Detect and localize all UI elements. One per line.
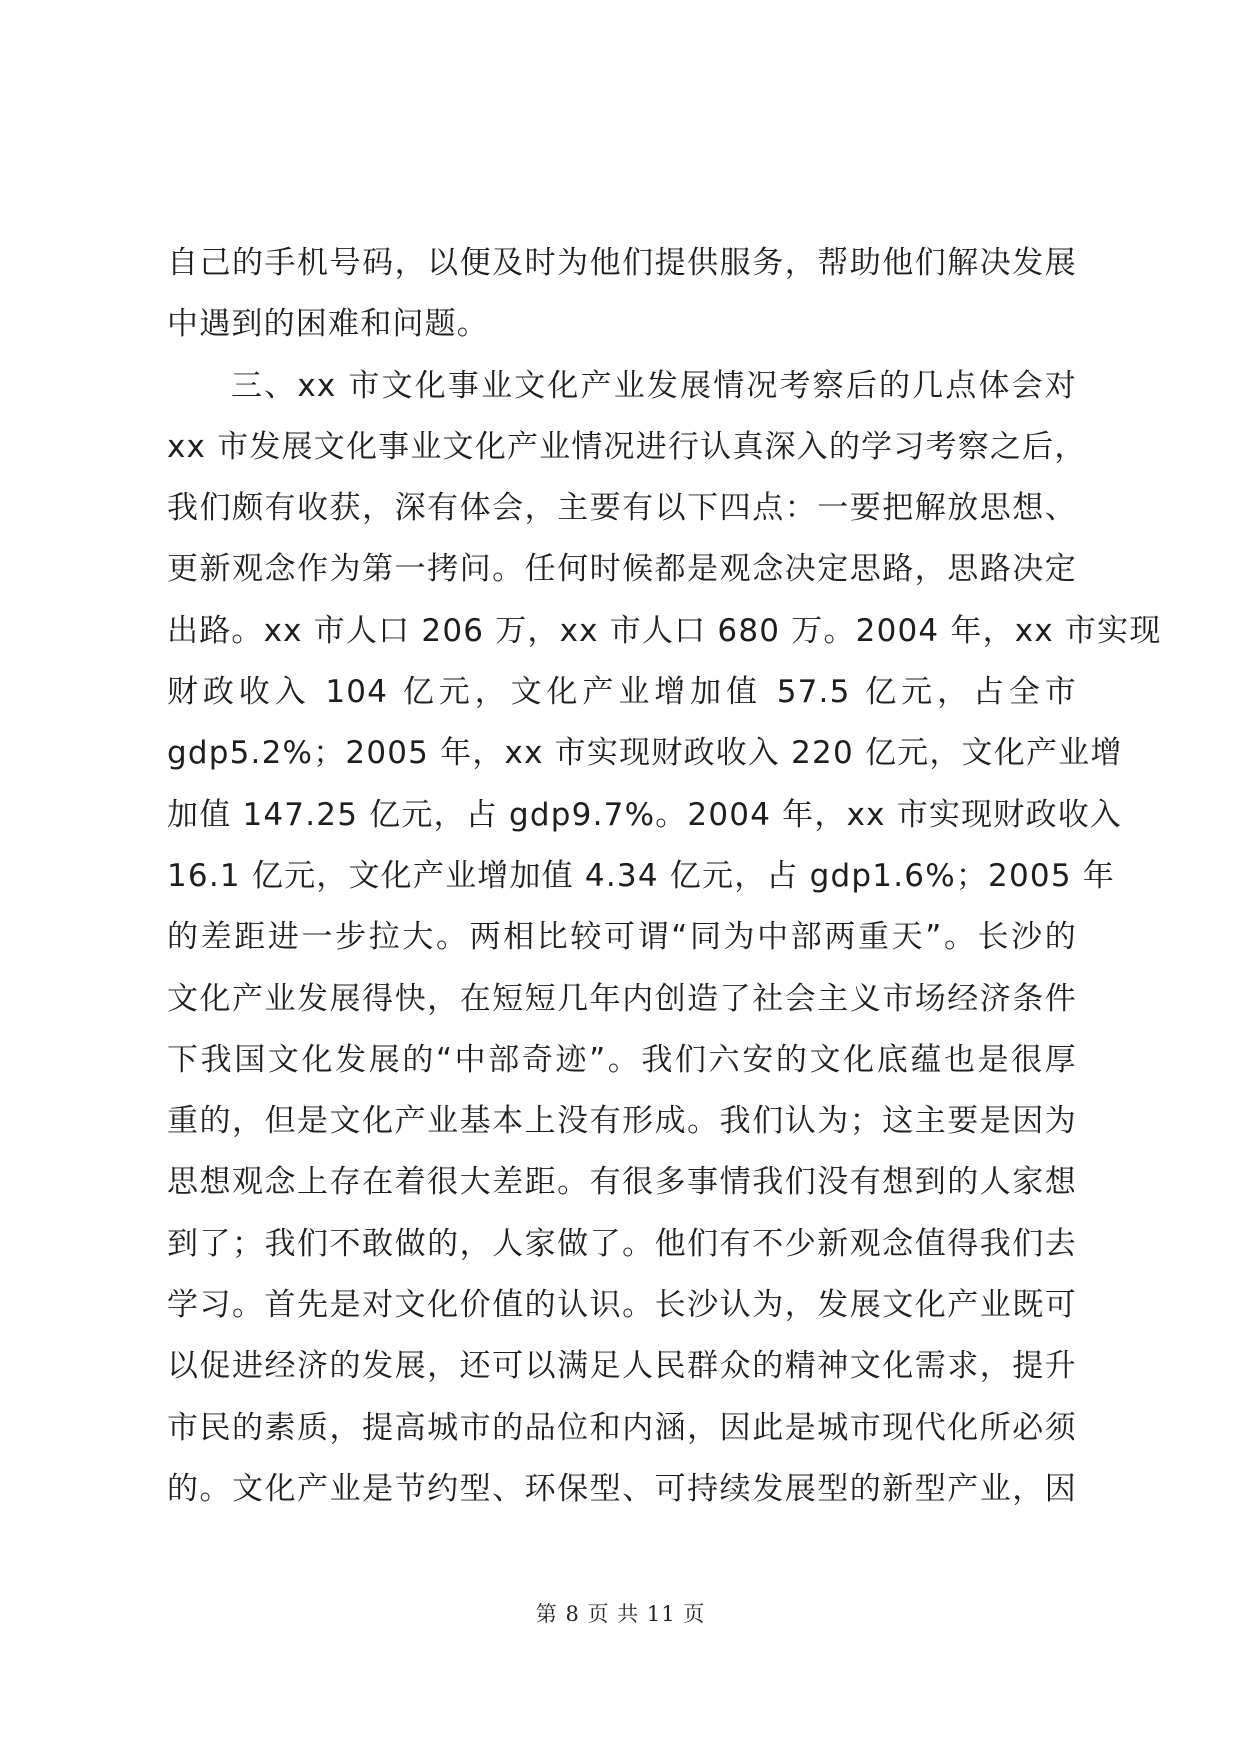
text-line: 文化产业发展得快，在短短几年内创造了社会主义市场经济条件 [167,980,1077,1017]
text-line: 中遇到的困难和问题。 [167,306,489,343]
text-line: 的差距进一步拉大。两相比较可谓“同为中部两重天”。长沙的 [167,919,1077,956]
text-line: 的。文化产业是节约型、环保型、可持续发展型的新型产业，因 [167,1470,1077,1507]
text-line: 16.1 亿元，文化产业增加值 4.34 亿元，占 gdp1.6%；2005 年 [167,857,1115,894]
text-line: 重的，但是文化产业基本上没有形成。我们认为；这主要是因为 [167,1103,1077,1140]
text-line: 我们颇有收获，深有体会，主要有以下四点：一要把解放思想、 [167,490,1077,527]
text-line: 财政收入 104 亿元，文化产业增加值 57.5 亿元，占全市 [167,674,1077,711]
text-line: 更新观念作为第一拷问。任何时候都是观念决定思路，思路决定 [167,551,1077,588]
text-line: 到了；我们不敢做的，人家做了。他们有不少新观念值得我们去 [167,1225,1077,1262]
text-line: gdp5.2%；2005 年，xx 市实现财政收入 220 亿元，文化产业增 [167,735,1123,772]
text-line: 加值 147.25 亿元，占 gdp9.7%。2004 年，xx 市实现财政收入 [167,796,1123,833]
text-line: xx 市发展文化事业文化产业情况进行认真深入的学习考察之后， [167,428,1087,465]
text-line: 思想观念上存在着很大差距。有很多事情我们没有想到的人家想 [167,1164,1077,1201]
text-line: 自己的手机号码，以便及时为他们提供服务，帮助他们解决发展 [167,245,1077,281]
text-line: 下我国文化发展的“中部奇迹”。我们六安的文化底蕴也是很厚 [167,1041,1077,1078]
section-heading-line: 三、xx 市文化事业文化产业发展情况考察后的几点体会对 [231,367,1077,404]
body-text [167,233,1162,1520]
text-line: 以促进经济的发展，还可以满足人民群众的精神文化需求，提升 [167,1348,1077,1385]
page-number-footer: 第 8 页 共 11 页 [535,1602,706,1626]
text-line: 学习。首先是对文化价值的认识。长沙认为，发展文化产业既可 [167,1287,1077,1324]
text-line: 出路。xx 市人口 206 万，xx 市人口 680 万。2004 年，xx 市实现 [167,612,1162,649]
text-line: 市民的素质，提高城市的品位和内涵，因此是城市现代化所必须 [167,1409,1077,1446]
